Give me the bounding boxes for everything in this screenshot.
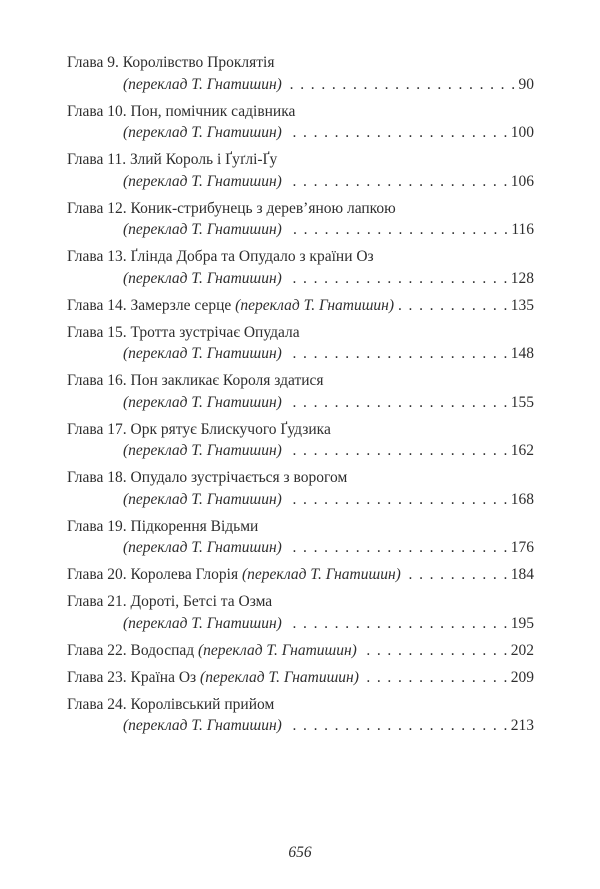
entry-page: 195 <box>510 614 534 632</box>
entry-page: 148 <box>510 345 534 362</box>
entry-title-line <box>67 591 534 613</box>
entry-page: 128 <box>510 269 534 287</box>
entry-title: Глава 22. Водоспад <box>67 641 195 659</box>
entry-translator: (переклад Т. Гнатишин) <box>123 124 282 141</box>
entry-translator: (переклад Т. Гнатишин) <box>123 717 282 734</box>
entry-translator-line <box>67 122 534 144</box>
entry-title: Глава 21. Дороті, Бетсі та Озма <box>67 593 273 610</box>
entry-translator: (переклад Т. Гнатишин) <box>123 614 282 632</box>
dot-leader <box>286 171 509 193</box>
entry-title: Глава 16. Пон закликає Короля здатися <box>67 372 324 389</box>
toc-entry <box>67 322 534 365</box>
entry-title: Глава 11. Злий Король і Ґуґлі-Ґу <box>67 151 278 168</box>
entry-title-line <box>67 370 534 392</box>
toc-entry <box>67 295 534 317</box>
toc-entry <box>67 198 534 241</box>
entry-translator-line <box>67 489 534 511</box>
entry-title-line <box>67 101 534 123</box>
entry-translator: (переклад Т. Гнатишин) <box>123 442 282 459</box>
dot-leader <box>405 564 509 586</box>
entry-translator: (переклад Т. Гнатишин) <box>200 668 359 686</box>
entry-page: 202 <box>510 641 534 659</box>
entry-translator: (переклад Т. Гнатишин) <box>123 75 282 93</box>
entry-translator-line <box>67 268 534 290</box>
toc-entry <box>67 149 534 192</box>
entry-page: 176 <box>510 539 534 556</box>
entry-translator: (переклад Т. Гнатишин) <box>123 490 282 508</box>
entry-translator-line <box>67 613 534 635</box>
entry-title: Глава 12. Коник-стрибунець з дерев’яною лапкою <box>67 199 396 217</box>
entry-title-line <box>67 198 534 220</box>
entry-title: Глава 23. Країна Оз <box>67 668 197 686</box>
toc-entry <box>67 101 534 144</box>
toc-entry <box>67 564 534 586</box>
dot-leader <box>286 613 509 635</box>
toc-entry <box>67 246 534 289</box>
entry-translator-line <box>67 171 534 193</box>
toc-entry <box>67 467 534 510</box>
entry-translator-line <box>67 219 534 241</box>
entry-title-line <box>67 246 534 268</box>
entry-translator: (переклад Т. Гнатишин) <box>235 296 395 314</box>
entry-title: Глава 17. Орк рятує Блискучого Ґудзика <box>67 420 331 438</box>
entry-page: 90 <box>518 75 534 93</box>
toc-entry <box>67 52 534 95</box>
entry-line <box>67 667 534 689</box>
entry-title-line <box>67 322 534 344</box>
entry-page: 106 <box>510 172 534 190</box>
entry-page: 162 <box>510 442 534 459</box>
toc-entry <box>67 640 534 662</box>
entry-page: 209 <box>510 668 534 686</box>
toc-entry <box>67 419 534 462</box>
entry-translator: (переклад Т. Гнатишин) <box>123 539 282 556</box>
entry-translator: (переклад Т. Гнатишин) <box>123 345 282 362</box>
toc-entry <box>67 516 534 559</box>
entry-title-line <box>67 52 534 74</box>
toc-entry <box>67 370 534 413</box>
entry-title: Глава 10. Пон, помічник садівника <box>67 102 296 120</box>
dot-leader <box>286 343 509 365</box>
entry-translator-line <box>67 537 534 559</box>
dot-leader <box>286 74 517 96</box>
entry-translator: (переклад Т. Гнатишин) <box>123 172 282 190</box>
entry-title: Глава 20. Королева Глорія <box>67 566 239 583</box>
entry-translator-line <box>67 715 534 737</box>
entry-title: Глава 19. Підкорення Відьми <box>67 517 259 535</box>
entry-page: 168 <box>510 490 534 508</box>
entry-translator-line <box>67 343 534 365</box>
dot-leader <box>398 295 509 317</box>
entry-page: 135 <box>510 296 534 314</box>
entry-translator-line <box>67 74 534 96</box>
entry-title-line <box>67 149 534 171</box>
toc-entry <box>67 591 534 634</box>
entry-page: 155 <box>510 393 534 411</box>
entry-title: Глава 9. Королівство Проклятія <box>67 54 275 71</box>
entry-title: Глава 18. Опудало зустрічається з ворогом <box>67 469 348 486</box>
entry-translator: (переклад Т. Гнатишин) <box>123 221 282 238</box>
dot-leader <box>286 219 509 241</box>
dot-leader <box>286 537 509 559</box>
dot-leader <box>361 640 509 662</box>
dot-leader <box>286 440 509 462</box>
dot-leader <box>286 268 509 290</box>
dot-leader <box>286 122 509 144</box>
entry-translator: (переклад Т. Гнатишин) <box>123 393 282 411</box>
entry-title: Глава 13. Ґлінда Добра та Опудало з країни Оз <box>67 248 374 265</box>
entry-line <box>67 295 534 317</box>
dot-leader <box>363 667 509 689</box>
entry-title-line <box>67 467 534 489</box>
toc-entry <box>67 667 534 689</box>
entry-translator: (переклад Т. Гнатишин) <box>198 641 357 659</box>
entry-page: 116 <box>511 221 534 238</box>
entry-title-line <box>67 419 534 441</box>
entry-page: 213 <box>510 717 534 734</box>
entry-title: Глава 14. Замерзле серце <box>67 296 232 314</box>
entry-translator-line <box>67 440 534 462</box>
entry-line <box>67 640 534 662</box>
entry-translator: (переклад Т. Гнатишин) <box>241 566 401 583</box>
entry-translator: (переклад Т. Гнатишин) <box>123 269 282 287</box>
entry-title: Глава 15. Тротта зустрічає Опудала <box>67 323 300 341</box>
toc-entry <box>67 694 534 737</box>
entry-title: Глава 24. Королівський прийом <box>67 695 275 713</box>
dot-leader <box>286 392 509 414</box>
entry-title-line <box>67 516 534 538</box>
dot-leader <box>286 715 509 737</box>
entry-page: 100 <box>510 124 534 141</box>
entry-translator-line <box>67 392 534 414</box>
table-of-contents <box>67 52 534 742</box>
page-number: 656 <box>288 844 312 861</box>
entry-line <box>67 564 534 586</box>
entry-page: 184 <box>510 566 534 583</box>
dot-leader <box>286 489 509 511</box>
entry-title-line <box>67 694 534 716</box>
